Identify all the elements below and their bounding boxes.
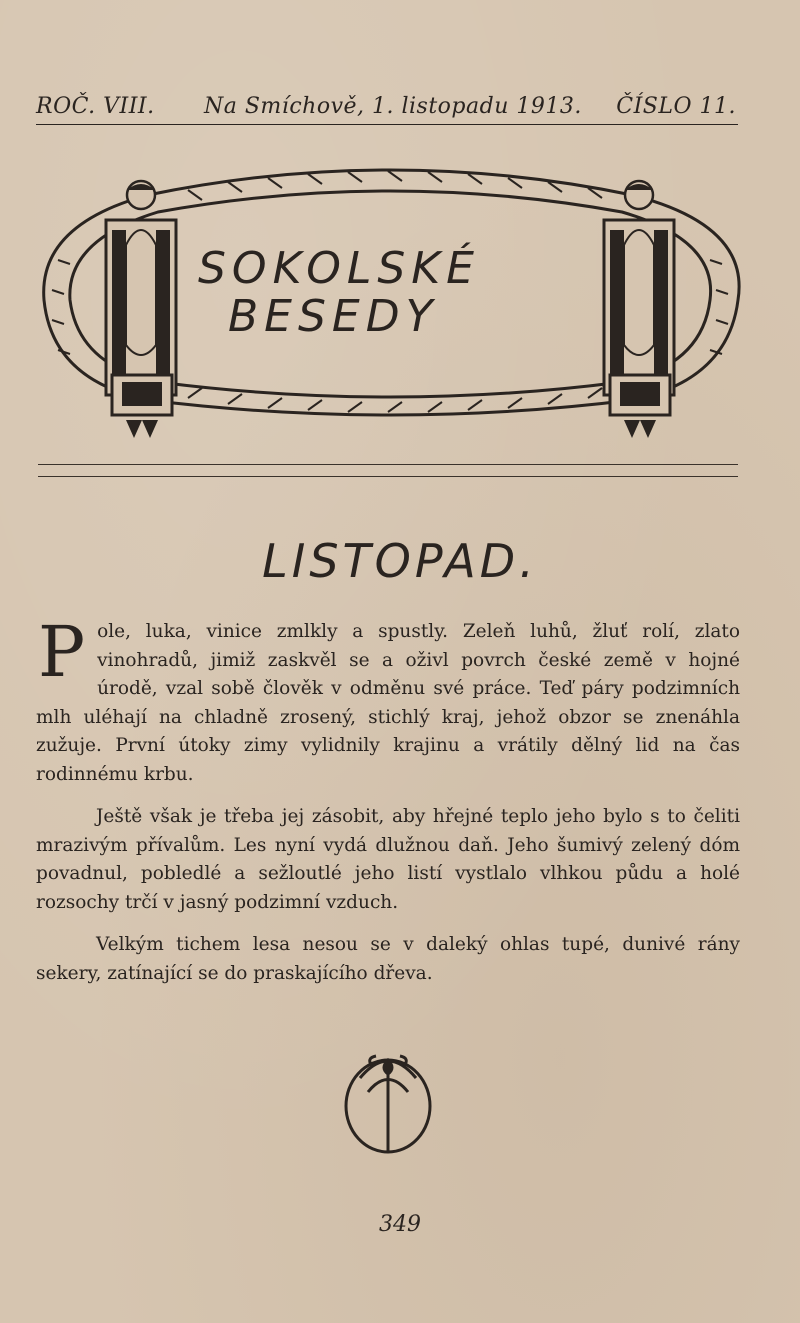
issue-label: ČÍSLO 11.: [616, 94, 736, 119]
masthead-title-line1: SOKOLSKÉ: [198, 243, 480, 294]
divider-rule-top: [38, 464, 738, 465]
sokol-emblem-icon: [338, 1042, 438, 1162]
masthead: [38, 150, 742, 450]
drop-cap: P: [38, 611, 86, 693]
volume-label: ROČ. VIII.: [36, 94, 155, 119]
page-number: 349: [379, 1212, 421, 1237]
article-heading: LISTOPAD.: [262, 534, 538, 588]
date-label: Na Smíchově, 1. listopadu 1913.: [204, 94, 582, 119]
paragraph-1-text: ole, luka, vinice zmlkly a spustly. Zeleň luhů, žluť rolí, zlato vinohradů, jimiž zaskvěl se a oživl povrch české země v hojné úrodě, vzal sobě člověk v odměnu své práce. Teď páry podzimních mlh uléhají na chladně zrosený, stichlý kraj, jehož obzor se znenáhla zužuje. První útoky zimy vylidnily krajinu a vrátily dělný lid na čas rodinnému krbu.: [36, 621, 740, 785]
masthead-title: [198, 245, 558, 341]
paragraph-2: Ještě však je třeba jej zásobit, aby hřejné teplo jeho bylo s to čeliti mrazivým přívalům. Les nyní vydá dlužnou daň. Jeho šumivý zelený dóm povadnul, pobledlé a sežloutlé jeho listí vystlalo vlhkou půdu a holé rozsochy trčí v jasný podzimní vzduch.: [36, 806, 740, 913]
running-head: [36, 94, 736, 124]
paragraph-3: Velkým tichem lesa nesou se v daleký ohlas tupé, dunivé rány sekery, zatínající se do praskajícího dřeva.: [36, 934, 740, 984]
divider-rule-bottom: [38, 476, 738, 477]
article-body: [36, 611, 740, 988]
paragraph-1: [36, 611, 740, 789]
header-rule: [36, 124, 738, 125]
masthead-title-line2: BESEDY: [228, 291, 439, 342]
